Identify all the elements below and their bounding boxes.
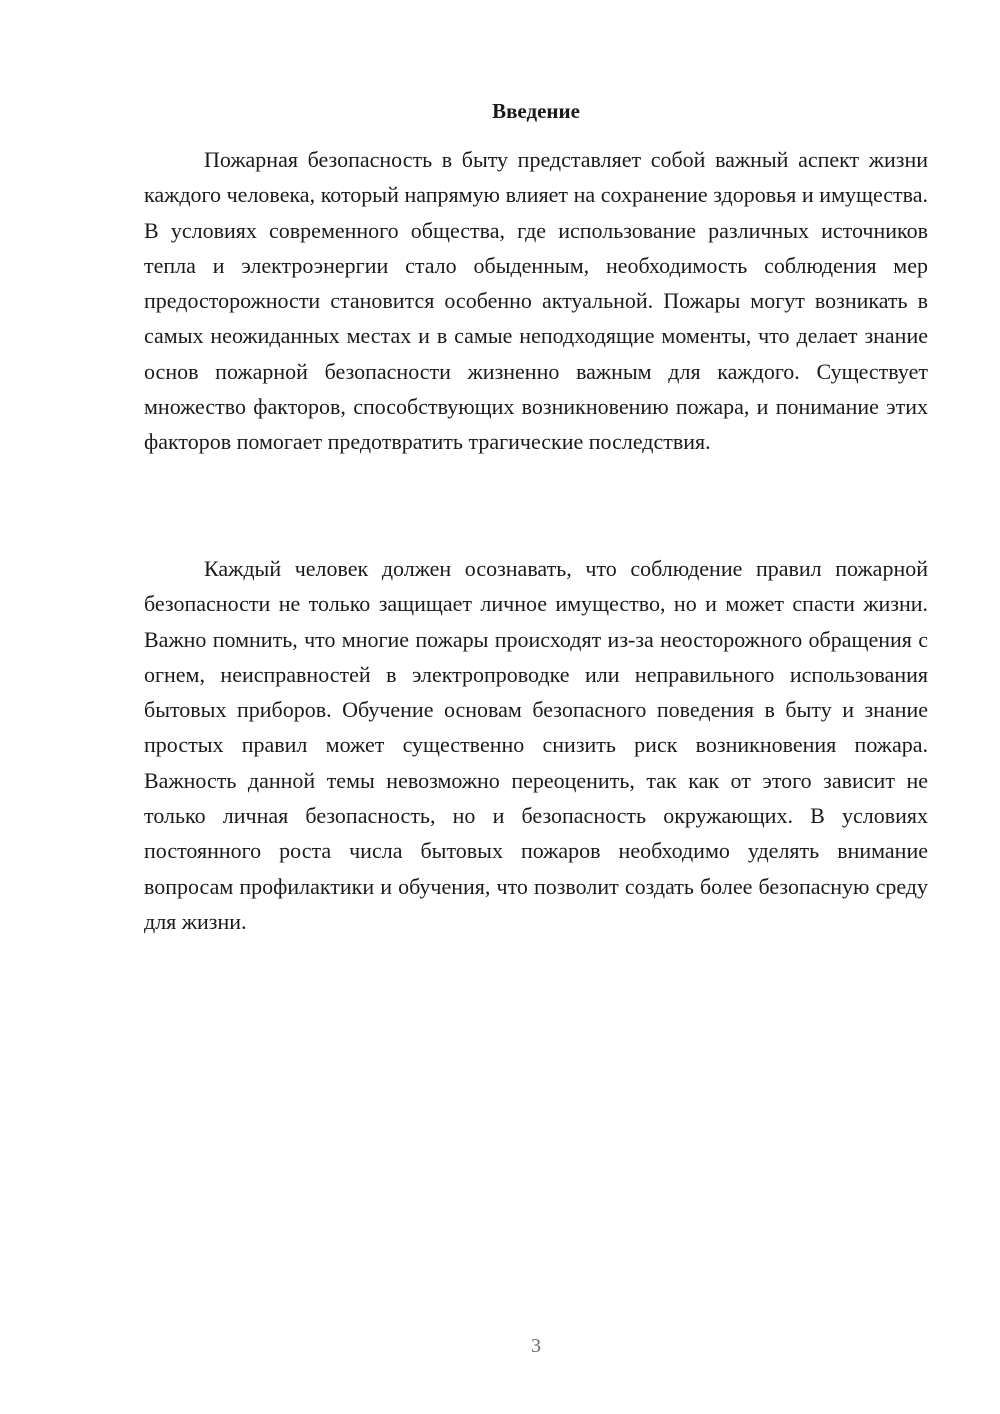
intro-paragraph-1: Пожарная безопасность в быту представляет собой важный аспект жизни каждого человека, который напрямую влияет на сохранение здоровья и имущества. В условиях современного общества, где использование различных источников тепла и электроэнергии стало обыденным, необходимость соблюдения мер предосторожности становится особенно актуальной. Пожары могут возникать в самых неожиданных местах и в самые неподходящие моменты, что делает знание основ пожарной безопасности жизненно важным для каждого. Существует множество факторов, способствующих возникновению пожара, и понимание этих факторов помогает предотвратить трагические последствия. [144,147,928,455]
page-number: 3 [531,1335,541,1357]
intro-paragraph-2: Каждый человек должен осознавать, что соблюдение правил пожарной безопасности не только защищает личное имущество, но и может спасти жизни. Важно помнить, что многие пожары происходят из-за неосторожного обращения с огнем, неисправностей в электропроводке или неправильного использования бытовых приборов. Обучение основам безопасного поведения в быту и знание простых правил может существенно снизить риск возникновения пожара. Важность данной темы невозможно переоценить, так как от этого зависит не только личная безопасность, но и безопасность окружающих. В условиях постоянного роста числа бытовых пожаров необходимо уделять внимание вопросам профилактики и обучения, что позволит создать более безопасную среду для жизни. [144,556,928,934]
paragraph-block-2 [144,551,928,939]
section-heading: Введение [492,99,580,123]
paragraph-block-1 [144,142,928,460]
